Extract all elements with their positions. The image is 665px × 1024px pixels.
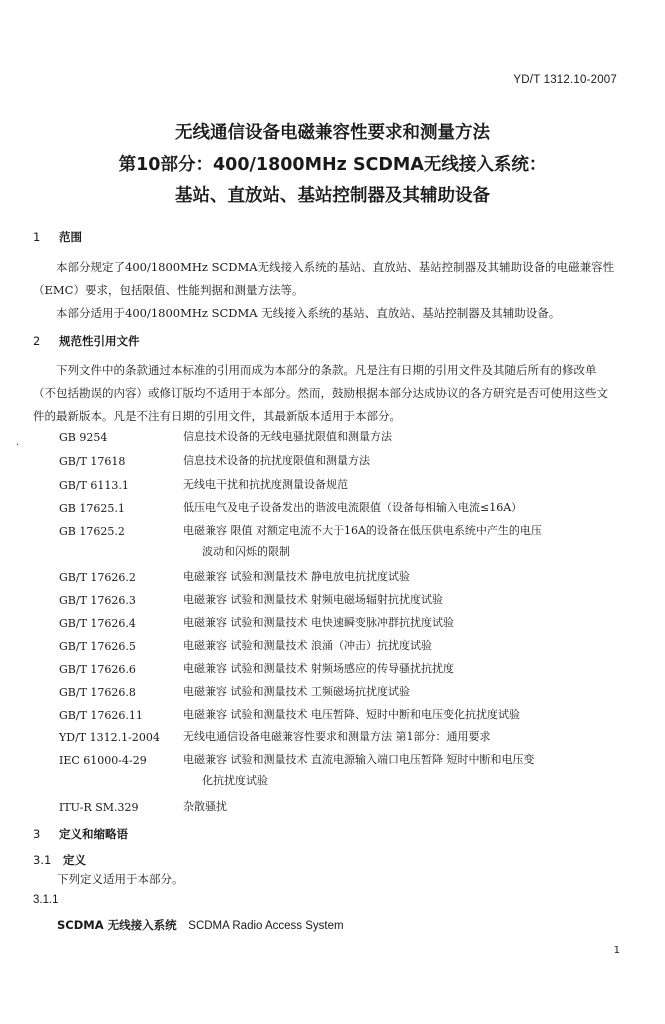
term-definition — [57, 917, 344, 933]
reference-title: 电磁兼容 试验和测量技术 直流电源输入端口电压暂降 短时中断和电压变 — [183, 753, 535, 766]
reference-code: GB/T 17626.11 — [59, 709, 143, 722]
section-1-heading — [33, 229, 82, 245]
section-title: 定义和缩略语 — [59, 827, 128, 841]
reference-code: GB/T 17626.8 — [59, 686, 136, 699]
title-line-2: 第10部分：400/1800MHz SCDMA无线接入系统： — [118, 155, 547, 175]
section-number: 1 — [33, 230, 41, 244]
subsection-title: 定义 — [63, 853, 86, 867]
reference-code: GB/T 17626.6 — [59, 663, 136, 676]
reference-code: ITU-R SM.329 — [59, 801, 139, 814]
reference-code: YD/T 1312.1-2004 — [59, 731, 160, 744]
section-title: 规范性引用文件 — [59, 334, 140, 348]
margin-mark: · — [16, 440, 20, 451]
reference-title-continuation: 波动和闪烁的限制 — [202, 545, 290, 558]
title-line-3: 基站、直放站、基站控制器及其辅助设备 — [175, 186, 490, 206]
reference-title: 信息技术设备的抗扰度限值和测量方法 — [183, 454, 370, 467]
reference-code: GB/T 17626.2 — [59, 571, 136, 584]
reference-title: 低压电气及电子设备发出的谐波电流限值（设备每相输入电流≤16A） — [183, 501, 523, 514]
section-title: 范围 — [59, 230, 82, 244]
section-number: 3 — [33, 827, 41, 841]
reference-code: GB 17625.1 — [59, 502, 125, 515]
page-number: 1 — [613, 945, 620, 956]
term-english: SCDMA Radio Access System — [188, 920, 344, 932]
reference-title-continuation: 化抗扰度试验 — [202, 774, 268, 787]
section-1-paragraph-1: 本部分规定了400/1800MHz SCDMA无线接入系统的基站、直放站、基站控制器及其辅助设备的电磁兼容性（EMC）要求，包括限值、性能判据和测量方法等。 — [33, 260, 615, 297]
document-number: YD/T 1312.10-2007 — [513, 74, 617, 86]
reference-code: GB/T 17618 — [59, 455, 126, 468]
subsection-number: 3.1 — [33, 853, 52, 867]
reference-code: GB/T 17626.3 — [59, 594, 136, 607]
section-2-paragraph: 下列文件中的条款通过本标准的引用而成为本部分的条款。凡是注有日期的引用文件及其随后所有的修改单（不包括勘误的内容）或修订版均不适用于本部分。然而，鼓励根据本部分达成协议的各方研究是否可使用这些文件的最新版本。凡是不注有日期的引用文件，其最新版本适用于本部分。 — [33, 363, 608, 423]
reference-title: 电磁兼容 试验和测量技术 工频磁场抗扰度试验 — [183, 685, 410, 698]
reference-title: 杂散骚扰 — [183, 800, 227, 813]
reference-title: 电磁兼容 试验和测量技术 浪涌（冲击）抗扰度试验 — [183, 639, 432, 652]
section-3-heading — [33, 826, 128, 842]
reference-title: 电磁兼容 试验和测量技术 电快速瞬变脉冲群抗扰度试验 — [183, 616, 454, 629]
title-line-1: 无线通信设备电磁兼容性要求和测量方法 — [175, 123, 490, 143]
section-1-paragraph-2: 本部分适用于400/1800MHz SCDMA 无线接入系统的基站、直放站、基站控制器及其辅助设备。 — [56, 306, 561, 320]
subsubsection-3-1-1-number: 3.1.1 — [33, 894, 59, 906]
reference-title: 电磁兼容 试验和测量技术 静电放电抗扰度试验 — [183, 570, 410, 583]
subsection-3-1-paragraph: 下列定义适用于本部分。 — [57, 872, 184, 886]
reference-code: GB/T 6113.1 — [59, 479, 129, 492]
reference-title: 电磁兼容 试验和测量技术 射频电磁场辐射抗扰度试验 — [183, 593, 443, 606]
section-2-heading — [33, 333, 140, 349]
section-number: 2 — [33, 334, 41, 348]
reference-code: IEC 61000-4-29 — [59, 754, 147, 767]
reference-title: 电磁兼容 试验和测量技术 电压暂降、短时中断和电压变化抗扰度试验 — [183, 708, 520, 721]
reference-code: GB 17625.2 — [59, 525, 125, 538]
reference-code: GB/T 17626.4 — [59, 617, 136, 630]
reference-code: GB 9254 — [59, 431, 108, 444]
reference-title: 信息技术设备的无线电骚扰限值和测量方法 — [183, 430, 392, 443]
reference-title: 电磁兼容 限值 对额定电流不大于16A的设备在低压供电系统中产生的电压 — [183, 524, 542, 537]
reference-title: 无线电干扰和抗扰度测量设备规范 — [183, 478, 348, 491]
subsection-3-1-heading — [33, 852, 86, 868]
reference-title: 无线电通信设备电磁兼容性要求和测量方法 第1部分：通用要求 — [183, 730, 491, 743]
term-chinese: SCDMA 无线接入系统 — [57, 918, 177, 932]
reference-code: GB/T 17626.5 — [59, 640, 136, 653]
reference-title: 电磁兼容 试验和测量技术 射频场感应的传导骚扰抗扰度 — [183, 662, 454, 675]
